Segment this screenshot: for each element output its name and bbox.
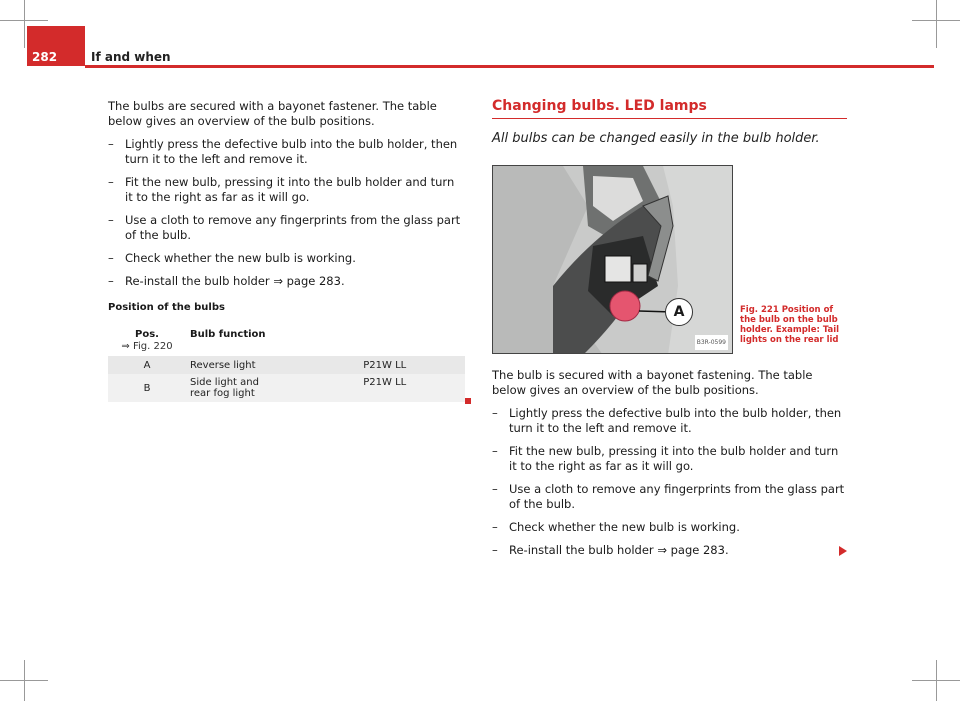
list-item: – Lightly press the defective bulb into the bulb holder, then turn it to the left and remove it. <box>108 137 465 167</box>
column-header-pos <box>108 326 186 356</box>
list-item: – Re-install the bulb holder ⇒ page 283. <box>492 543 849 558</box>
list-item: – Fit the new bulb, pressing it into the bulb holder and turn it to the right as far as it will go. <box>492 444 849 474</box>
section-intro: All bulbs can be changed easily in the bulb holder. <box>492 131 820 146</box>
section-end-mark <box>465 398 471 404</box>
cell-bulb: P21W LL <box>359 356 465 374</box>
left-step-list <box>108 137 465 289</box>
left-column <box>108 99 465 402</box>
list-item: – Re-install the bulb holder ⇒ page 283. <box>108 274 465 289</box>
right-body: The bulb is secured with a bayonet fastening. The table below gives an overview of the bulb positions. <box>492 368 813 397</box>
page-header-title: If and when <box>91 50 171 64</box>
bulb-table <box>108 326 465 402</box>
cell-pos: A <box>108 356 186 374</box>
bulb-holder-illustration <box>493 166 733 354</box>
section-rule <box>492 118 847 119</box>
section-title: Changing bulbs. LED lamps <box>492 98 707 114</box>
crop-mark <box>24 0 25 48</box>
list-item: – Fit the new bulb, pressing it into the bulb holder and turn it to the right as far as it will go. <box>108 175 465 205</box>
figure-caption: Fig. 221 Position of the bulb on the bulb holder. Example: Tail lights on the rear lid <box>740 305 840 345</box>
list-item: – Use a cloth to remove any fingerprints from the glass part of the bulb. <box>492 482 849 512</box>
list-item: – Use a cloth to remove any fingerprints from the glass part of the bulb. <box>108 213 465 243</box>
right-step-list <box>492 406 849 558</box>
left-intro: The bulbs are secured with a bayonet fastener. The table below gives an overview of the bulb positions. <box>108 99 437 128</box>
column-header-function: Bulb function <box>190 329 266 340</box>
right-column <box>492 99 849 558</box>
crop-mark <box>24 660 25 701</box>
list-item: – Check whether the new bulb is working. <box>108 251 465 266</box>
header-rule <box>85 65 934 68</box>
page-number: 282 <box>27 26 85 66</box>
crop-mark <box>936 0 937 48</box>
figure-link[interactable]: ⇒ Fig. 220 <box>121 341 173 352</box>
table-row <box>108 374 465 402</box>
table-header-row <box>108 326 465 356</box>
list-item: – Check whether the new bulb is working. <box>492 520 849 535</box>
table-row <box>108 356 465 374</box>
list-item: – Lightly press the defective bulb into the bulb holder, then turn it to the left and remove it. <box>492 406 849 436</box>
cell-bulb: P21W LL <box>359 374 465 402</box>
cell-function: Reverse light <box>186 356 359 374</box>
bulb-holder-figure <box>492 165 733 354</box>
cell-function-text: Side light and rear fog light <box>190 377 259 399</box>
figure-row <box>492 165 849 354</box>
cell-function <box>186 374 359 402</box>
callout-label: A <box>665 298 693 326</box>
pos-header-label: Pos. <box>135 329 159 340</box>
crop-mark <box>936 660 937 701</box>
figure-code: B3R-0599 <box>695 335 728 350</box>
table-title: Position of the bulbs <box>108 302 225 313</box>
continue-arrow-icon <box>839 546 847 556</box>
cell-pos: B <box>108 374 186 402</box>
column-header-bulb <box>359 326 465 356</box>
